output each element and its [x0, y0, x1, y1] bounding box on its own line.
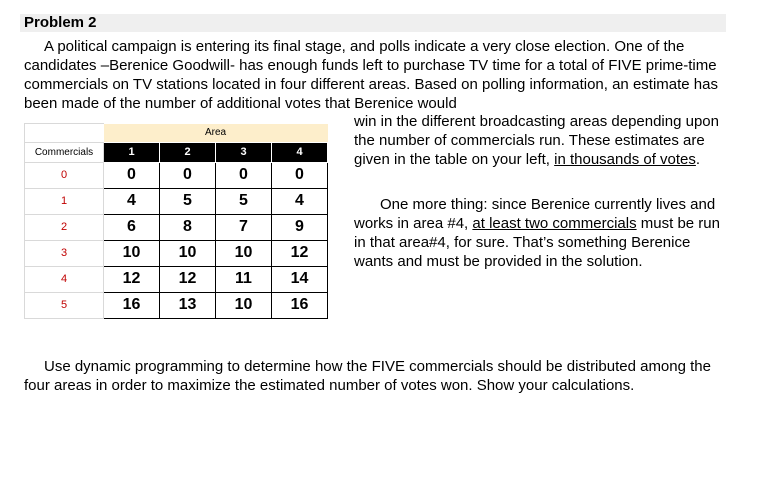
- commercials-count: 3: [25, 240, 104, 266]
- votes-table: [24, 123, 328, 319]
- problem-title: Problem 2: [24, 14, 97, 31]
- votes-cell: 10: [160, 240, 216, 266]
- constraint-after: must be run in that area#4, for sure. That’s something Berenice wants and must be provided in the solution.: [354, 215, 720, 270]
- votes-cell: 5: [216, 188, 272, 214]
- intro-text: A political campaign is entering its final stage, and polls indicate a very close election. One of the candidates –Berenice Goodwill- has enough funds left to purchase TV time for a total of FIVE prime-time commercials on TV stations located in four different areas. Based on polling information, an estimate has been made of the number of additional votes that Berenice would: [24, 38, 718, 112]
- votes-cell: 8: [160, 214, 216, 240]
- task-text: Use dynamic programming to determine how the FIVE commercials should be distributed among the four areas in order to maximize the estimated number of votes won. Show your calculations.: [24, 358, 711, 394]
- votes-cell: 12: [104, 266, 160, 292]
- constraint-underlined: at least two commercials: [472, 215, 637, 232]
- estimates-text: win in the different broadcasting areas depending upon the number of commercials run. These estimates are given in the table on your left,: [354, 113, 719, 168]
- votes-cell: 14: [272, 266, 328, 292]
- constraint-before: One more thing: since Berenice currently lives and works in area #4,: [354, 196, 716, 232]
- task-paragraph: [24, 357, 730, 395]
- votes-cell: 11: [216, 266, 272, 292]
- votes-cell: 10: [216, 292, 272, 318]
- commercials-count: 2: [25, 214, 104, 240]
- votes-cell: 5: [160, 188, 216, 214]
- area-header: 1: [104, 142, 160, 162]
- votes-cell: 12: [272, 240, 328, 266]
- votes-cell: 0: [104, 162, 160, 188]
- corner-cell: [25, 124, 104, 143]
- commercials-count: 1: [25, 188, 104, 214]
- column-header-row: [25, 142, 328, 162]
- votes-cell: 12: [160, 266, 216, 292]
- commercials-count: 4: [25, 266, 104, 292]
- area-label: Area: [104, 124, 328, 143]
- table-row: [25, 266, 328, 292]
- constraint-paragraph: [354, 195, 726, 271]
- votes-cell: 0: [160, 162, 216, 188]
- votes-cell: 7: [216, 214, 272, 240]
- votes-cell: 13: [160, 292, 216, 318]
- votes-cell: 4: [272, 188, 328, 214]
- estimates-paragraph: [354, 112, 726, 169]
- table-row: [25, 240, 328, 266]
- units-underlined: in thousands of votes: [554, 151, 696, 168]
- commercials-label: Commercials: [25, 142, 104, 162]
- table-row: [25, 188, 328, 214]
- area-header: 2: [160, 142, 216, 162]
- table-row: [25, 162, 328, 188]
- table-row: [25, 292, 328, 318]
- votes-cell: 16: [272, 292, 328, 318]
- votes-cell: 6: [104, 214, 160, 240]
- area-header-row: [25, 124, 328, 143]
- votes-cell: 0: [216, 162, 272, 188]
- estimates-end: .: [695, 151, 701, 168]
- intro-paragraph: [24, 37, 730, 113]
- table-row: [25, 214, 328, 240]
- votes-cell: 9: [272, 214, 328, 240]
- commercials-count: 0: [25, 162, 104, 188]
- votes-cell: 10: [216, 240, 272, 266]
- votes-cell: 16: [104, 292, 160, 318]
- votes-cell: 0: [272, 162, 328, 188]
- votes-cell: 4: [104, 188, 160, 214]
- area-header: 3: [216, 142, 272, 162]
- commercials-count: 5: [25, 292, 104, 318]
- area-header: 4: [272, 142, 328, 162]
- title-band: [20, 14, 726, 32]
- votes-cell: 10: [104, 240, 160, 266]
